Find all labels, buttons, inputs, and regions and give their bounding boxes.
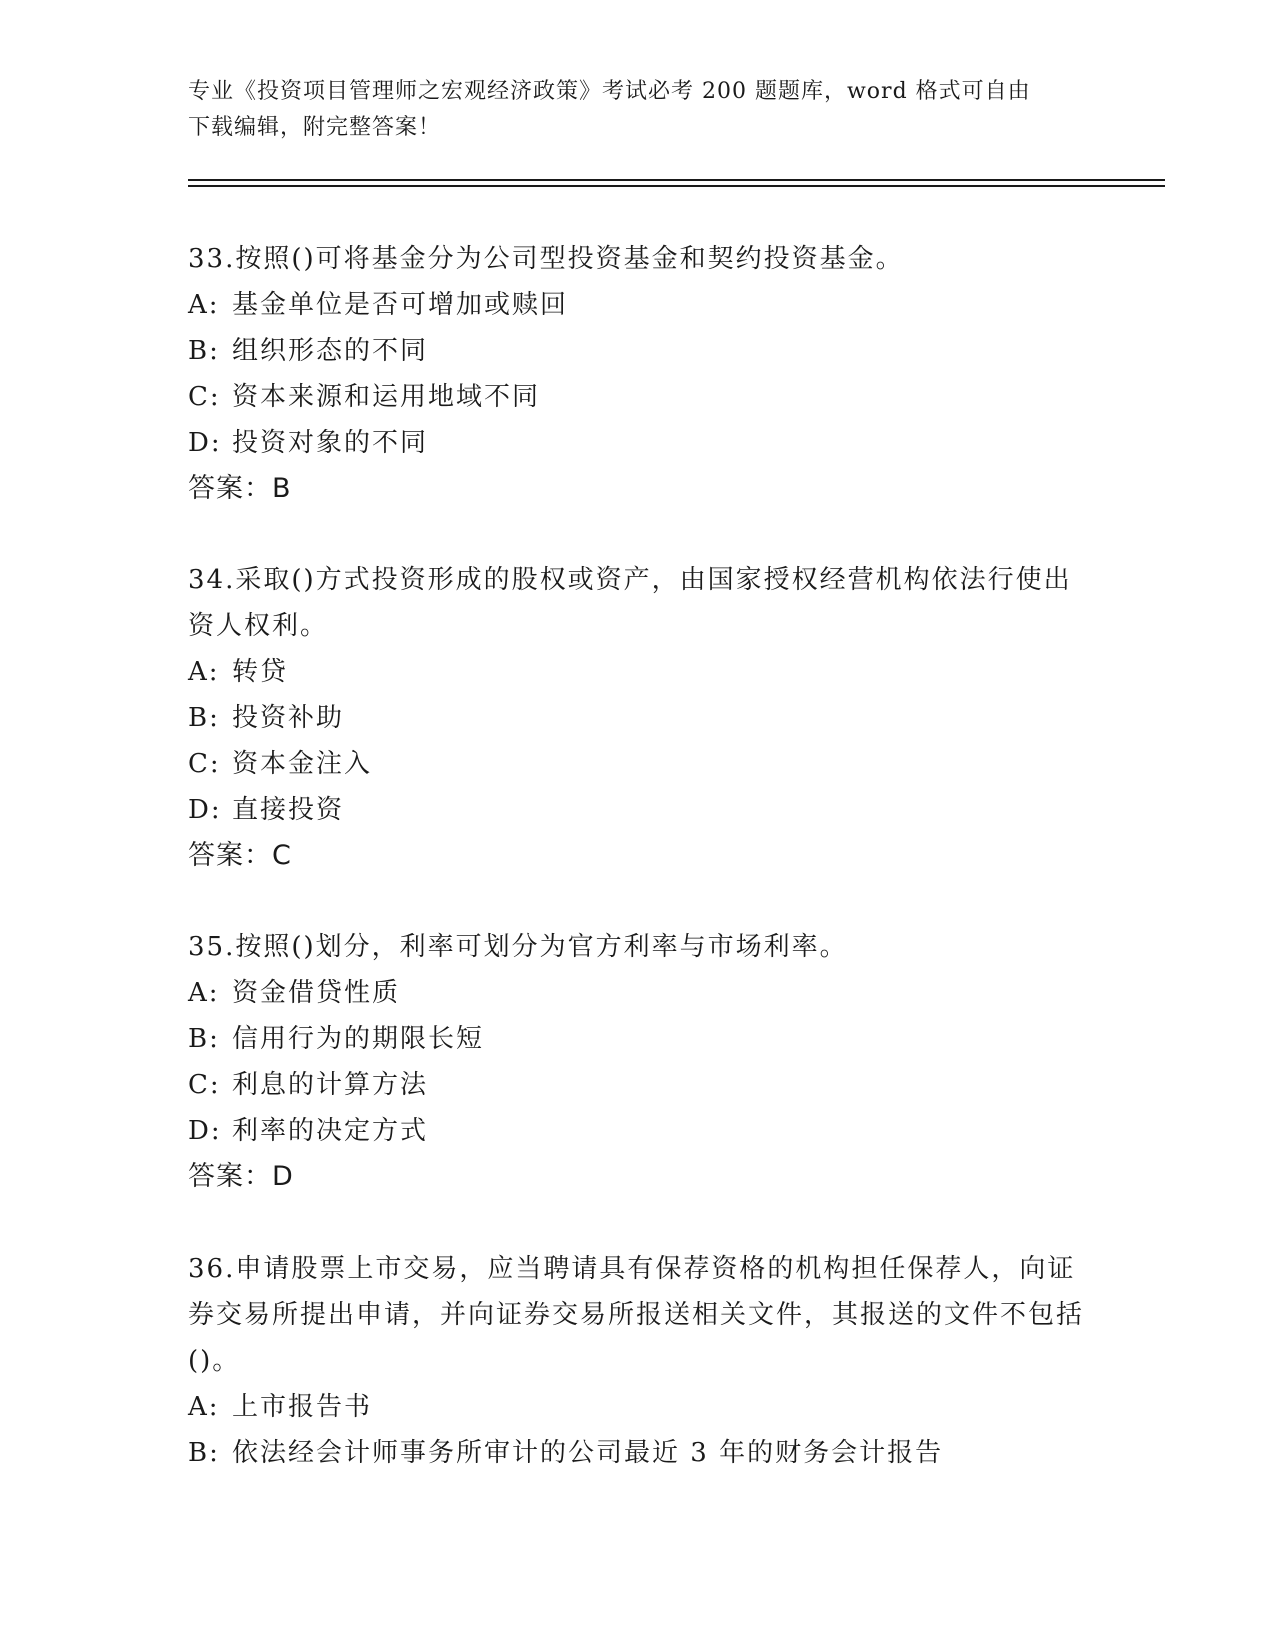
option-key: D: xyxy=(188,795,222,825)
option-text: 上市报告书 xyxy=(232,1392,373,1422)
option-key: C: xyxy=(188,382,221,412)
option-text: 资本金注入 xyxy=(232,749,373,779)
option-key: B: xyxy=(188,1024,220,1054)
option-text: 投资对象的不同 xyxy=(232,428,429,458)
question-text: 34.采取()方式投资形成的股权或资产，由国家授权经营机构依法行使出资人权利。 xyxy=(188,565,1072,641)
option-key: A: xyxy=(188,978,220,1008)
option-d xyxy=(188,1108,1088,1154)
option-text: 依法经会计师事务所审计的公司最近 3 年的财务会计报告 xyxy=(232,1438,944,1468)
option-b xyxy=(188,695,1088,741)
header-line-2: 下载编辑，附完整答案！ xyxy=(188,115,442,140)
option-text: 直接投资 xyxy=(232,795,345,825)
option-text: 利息的计算方法 xyxy=(232,1070,429,1100)
question-35 xyxy=(188,924,1088,1200)
option-key: C: xyxy=(188,749,221,779)
option-d xyxy=(188,787,1088,833)
option-key: C: xyxy=(188,1070,221,1100)
header-line-1: 专业《投资项目管理师之宏观经济政策》考试必考 200 题题库，word 格式可自由 xyxy=(188,79,1031,104)
question-33 xyxy=(188,236,1088,512)
question-text: 35.按照()划分，利率可划分为官方利率与市场利率。 xyxy=(188,932,848,962)
option-b xyxy=(188,328,1088,374)
option-text: 利率的决定方式 xyxy=(232,1116,429,1146)
option-key: A: xyxy=(188,657,220,687)
question-text: 36.申请股票上市交易，应当聘请具有保荐资格的机构担任保荐人，向证券交易所提出申请，并向证券交易所报送相关文件，其报送的文件不包括()。 xyxy=(188,1254,1085,1376)
answer-line: 答案：D xyxy=(188,1161,294,1192)
header-divider-top xyxy=(188,179,1165,181)
option-key: D: xyxy=(188,428,222,458)
question-34 xyxy=(188,557,1088,879)
option-key: A: xyxy=(188,290,220,320)
option-c xyxy=(188,1062,1088,1108)
header-divider-bottom xyxy=(188,185,1165,187)
option-key: A: xyxy=(188,1392,220,1422)
document-header xyxy=(188,74,1088,146)
option-c xyxy=(188,374,1088,420)
option-text: 基金单位是否可增加或赎回 xyxy=(232,290,569,320)
question-36 xyxy=(188,1246,1088,1476)
option-a xyxy=(188,970,1088,1016)
option-b xyxy=(188,1430,1088,1476)
option-a xyxy=(188,282,1088,328)
option-text: 资金借贷性质 xyxy=(232,978,401,1008)
option-key: B: xyxy=(188,336,220,366)
option-d xyxy=(188,420,1088,466)
option-text: 资本来源和运用地域不同 xyxy=(232,382,541,412)
option-key: B: xyxy=(188,703,220,733)
option-text: 信用行为的期限长短 xyxy=(232,1024,485,1054)
answer-line: 答案：B xyxy=(188,473,292,504)
option-text: 投资补助 xyxy=(232,703,345,733)
option-a xyxy=(188,1384,1088,1430)
option-a xyxy=(188,649,1088,695)
answer-line: 答案：C xyxy=(188,840,292,871)
option-c xyxy=(188,741,1088,787)
option-text: 组织形态的不同 xyxy=(232,336,429,366)
option-key: B: xyxy=(188,1438,220,1468)
question-text: 33.按照()可将基金分为公司型投资基金和契约投资基金。 xyxy=(188,244,904,274)
option-key: D: xyxy=(188,1116,222,1146)
option-b xyxy=(188,1016,1088,1062)
option-text: 转贷 xyxy=(232,657,289,687)
